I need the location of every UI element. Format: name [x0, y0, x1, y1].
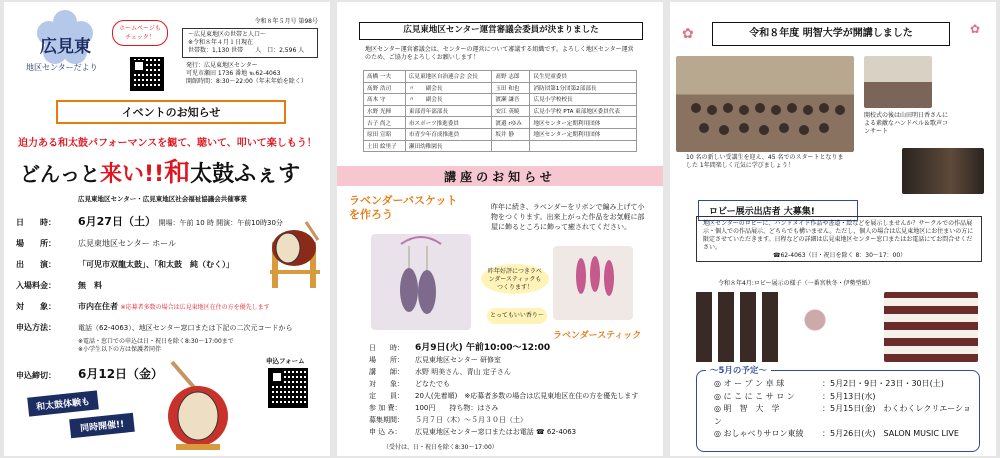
lavender-title: ラベンダーバスケット を作ろう — [349, 194, 458, 221]
event-target-row: 対 象： 市内在住者 ※応募者多数の場合は広見東地区在住の方を優先します — [16, 302, 270, 311]
group-photo — [676, 56, 854, 152]
course-detail-label: 定 員： — [369, 392, 404, 400]
course-detail-label: 場 所： — [369, 356, 404, 364]
group-caption: 10 名の新しい受講生を迎え、45 名でのスタートとなりました 1年間楽しく元気に学びましょう！ — [686, 154, 844, 169]
member-name: 坂井 静 — [492, 128, 530, 140]
course-detail-row — [369, 426, 659, 438]
member-name: 吉子 尚之 — [364, 117, 406, 129]
member-role: 広見小学校 PTA 東部地区委員代表 — [530, 105, 637, 117]
lavender-stick-label: ラベンダースティック — [553, 331, 642, 341]
member-role: 地区センター定期利用団体 — [530, 117, 637, 129]
course-detail-row — [369, 390, 659, 402]
course-detail-value: ５月７日（木）～５月３０日（土） — [415, 416, 527, 424]
organizer: 広見東地区センター・広見東地区社会福祉協議会共催事業 — [78, 195, 247, 203]
course-detail-label: 対 象： — [369, 380, 404, 388]
course-detail-value: 水野 明美さん、青山 定子さん — [415, 368, 511, 376]
course-details — [369, 342, 659, 438]
member-name: 髙橋 一夫 — [364, 71, 406, 83]
event-performers-row: 出 演： 「可児市双龍太鼓」、「和太鼓 純（むく）」 — [16, 260, 234, 269]
member-role: 市青少年育成推進員 — [405, 128, 491, 140]
concert-photo-bottom — [902, 148, 984, 194]
lavender-stick-photo — [553, 246, 633, 320]
course-detail-value: どなたでも — [415, 380, 450, 388]
schedule-item-name: ◎ おしゃべりサロン東綾 — [714, 429, 804, 438]
member-row — [364, 105, 637, 117]
taiko-drum-illustration — [266, 220, 326, 292]
member-row — [364, 140, 637, 152]
schedule-item — [714, 428, 976, 441]
member-name: 土田 絵里子 — [364, 140, 406, 152]
schedule-item — [714, 378, 976, 391]
schedule-heading: ～5月の予定～ — [706, 364, 771, 376]
qr-form-label: 申込フォーム — [266, 357, 305, 365]
lobby-photo-center — [788, 292, 878, 362]
member-name: 髙木 守 — [364, 94, 406, 106]
course-detail-value: 広見東地区センター窓口またはお電話 ☎ 62-4063 — [415, 428, 577, 436]
member-role — [530, 140, 637, 152]
schedule-item-date: ：5月13日(水) — [822, 391, 876, 401]
course-detail-row — [369, 366, 659, 378]
course-detail-value: 100円 持ち物：はさみ — [415, 404, 499, 412]
lavender-basket-photo — [371, 234, 471, 330]
homepage-qr-code[interactable] — [130, 57, 164, 91]
lobby-tel: ☎62-4063（日・祝日を除く 8：30～17：00） — [773, 252, 907, 259]
event-title: どんっと来い!!和太鼓ふぇす — [20, 158, 301, 188]
flower-decoration-right: ✿ — [970, 22, 981, 36]
college-heading: 令和８年度 明智大学が開講しました — [712, 22, 950, 46]
member-role: 〃 副会長 — [405, 94, 491, 106]
schedule-item-date: ：5月2日・9日・23日・30日(土) — [822, 379, 944, 388]
member-role: 広見小学校校長 — [530, 94, 637, 106]
member-name: 原田 宣昭 — [364, 128, 406, 140]
schedule-item-date: ：5月26日(火) SALON MUSIC LIVE — [822, 429, 959, 438]
schedule-item-name: ◎ に こ に こ サ ロ ン — [714, 391, 795, 401]
badge-line1: ホームページも — [119, 25, 161, 32]
member-row — [364, 128, 637, 140]
deadline-row: 申込締切： 6月12日（金） — [16, 367, 164, 381]
lobby-photo-right — [884, 292, 978, 362]
course-detail-value: 20人(先着順) ※応募者多数の場合は広見東地区在住の方を優先します — [415, 392, 639, 400]
event-catchphrase: 迫力ある和太鼓パフォーマンスを観て、聴いて、叩いて楽しもう！ — [18, 138, 317, 149]
member-row — [364, 71, 637, 83]
member-role: 消防団第1分団第2部部長 — [530, 82, 637, 94]
course-description: 昨年に続き、ラベンダーをリボンで編み上げて小物をつくります。出来上がった作品をお気軽に部屋に飾るところに飾って癒されてください。 — [491, 203, 645, 231]
big-drum-illustration — [162, 352, 234, 456]
concert-caption: 開校式の後は山田明日香さんによる素敵なハンドベル＆歌声コンサート — [864, 112, 949, 135]
schedule-item-date: ：5月15日(金) わくわくレクリエーション — [714, 404, 971, 426]
member-name: 安江 英暁 — [492, 105, 530, 117]
committee-course-page — [337, 2, 663, 456]
course-detail-row — [369, 414, 659, 426]
homepage-badge — [112, 20, 168, 46]
member-name: 渡瀬 謙吾 — [492, 94, 530, 106]
course-detail-row — [369, 402, 659, 414]
concert-photo-top — [864, 56, 932, 108]
lobby-photo-left — [690, 292, 782, 362]
apply-notes: ※電話・窓口での申込は日・祝日を除く8:30～17:00まで ※小学生以下の方は保護者同伴 — [78, 338, 234, 353]
member-role: 地区センター定期利用団体 — [530, 128, 637, 140]
college-lobby-page — [670, 2, 996, 456]
event-apply-row: 申込方法： 電話（62-4063）、地区センター窓口または下記の二次元コードから — [16, 323, 293, 332]
member-name: 髙野 浩司 — [364, 82, 406, 94]
member-role: 民生児童委員 — [530, 71, 637, 83]
schedule-item — [714, 403, 976, 428]
district-stats: ～広見東地区の世帯と人口～ ※令和８年４月１日現在 世帯数：1,130 世帯 人 口：2,596 人 — [182, 28, 318, 58]
event-page — [4, 2, 330, 456]
publisher-info: 発行：広見東地区センター 可児市瀬田 1736 番地 ℡62-4063 開館時間：8:30～22:00（年末年始を除く） — [186, 62, 307, 85]
logo-title: 広見東 — [40, 37, 91, 57]
member-role: 〃 副会長 — [405, 82, 491, 94]
course-detail-row — [369, 342, 659, 354]
committee-intro: 地区センター運営審議会は、センターの運営について審議する組織です。よろしく地区センター運営のため、ご協力をよろしくお願いします！ — [365, 46, 634, 61]
course-detail-value: 広見東地区センター 研修室 — [415, 356, 501, 364]
committee-members-table — [363, 70, 637, 152]
flower-decoration-left: ✿ — [682, 26, 694, 42]
member-name — [492, 140, 530, 152]
experience-badge: 和太鼓体験も — [27, 390, 99, 416]
issue-number: 令和８年５月号 第98号 — [254, 18, 318, 25]
event-date-row: 日 時： 6月27日（土） 開場：午前 10 時 開演：午前10時30分 — [16, 215, 283, 228]
course-detail-label: 参 加 費： — [369, 404, 402, 412]
course-detail-label: 講 師： — [369, 368, 404, 376]
lobby-heading: ロビー展示出店者 大募集! — [698, 200, 858, 221]
course-detail-label: 申 込 み： — [369, 428, 402, 436]
schedule-item — [714, 391, 976, 404]
member-row — [364, 82, 637, 94]
lobby-body-box — [696, 216, 982, 262]
course-detail-label: 日 時： — [369, 344, 404, 352]
lobby-photo-caption: 令和８年4月:ロビー展示の様子（一番宮秋冬・伊勢型紙） — [718, 280, 874, 287]
schedule-list — [714, 378, 976, 441]
event-heading: イベントのお知らせ — [56, 100, 286, 124]
member-role: 瀬田幼稚園長 — [405, 140, 491, 152]
course-detail-row — [369, 354, 659, 366]
member-row — [364, 117, 637, 129]
course-detail-label: 募集期間： — [369, 416, 404, 424]
course-footer: （受付は、日・祝日を除く8:30～17:00） — [383, 444, 498, 451]
member-role: 東部青年部部長 — [405, 105, 491, 117]
schedule-item-name: ◎ オ ー プ ン 卓 球 — [714, 379, 785, 388]
event-place-row: 場 所： 広見東地区センター ホール — [16, 239, 177, 248]
apply-form-qr-code[interactable] — [268, 368, 308, 408]
member-name: 渡邉 rゆみ — [492, 117, 530, 129]
lobby-body: 地区センターのロビーに、ハンドメイド作品や書道・絵などを展示しませんか？サークルでの作品展示・個人での作品展示、どちらでも構いません。ただし、個人の場合は広見東地区にお住まいの方に限定させていただきます。日程などの詳細は広見東地区センター窓口またはお電話にてお問合せください。 — [703, 220, 974, 251]
badge-line2: チェック！ — [125, 34, 155, 41]
stick-bubble: 昨年好評につきラベンダースティックもつくります！ — [481, 264, 549, 294]
member-name: 髙野 志郎 — [492, 71, 530, 83]
course-heading: 講座のお知らせ — [444, 170, 556, 184]
member-row — [364, 94, 637, 106]
member-name: 水野 光揮 — [364, 105, 406, 117]
member-name: 玉田 和也 — [492, 82, 530, 94]
event-fee-row: 入場料金： 無 料 — [16, 281, 102, 290]
course-detail-row — [369, 378, 659, 390]
concurrent-badge: 同時開催!! — [69, 413, 135, 439]
member-role: 市スポーツ推進委員 — [405, 117, 491, 129]
member-role: 広見東地区自治連合会 会長 — [405, 71, 491, 83]
logo-subtitle: 地区センターだより — [26, 63, 98, 72]
fragrance-bubble: とってもいい香り～ — [487, 308, 547, 324]
course-detail-value: 6月9日(火) 午前10:00～12:00 — [415, 343, 551, 353]
schedule-item-name: ◎ 明 智 大 学 — [714, 404, 780, 413]
committee-heading: 広見東地区センター運営審議会委員が決まりました — [359, 22, 643, 40]
